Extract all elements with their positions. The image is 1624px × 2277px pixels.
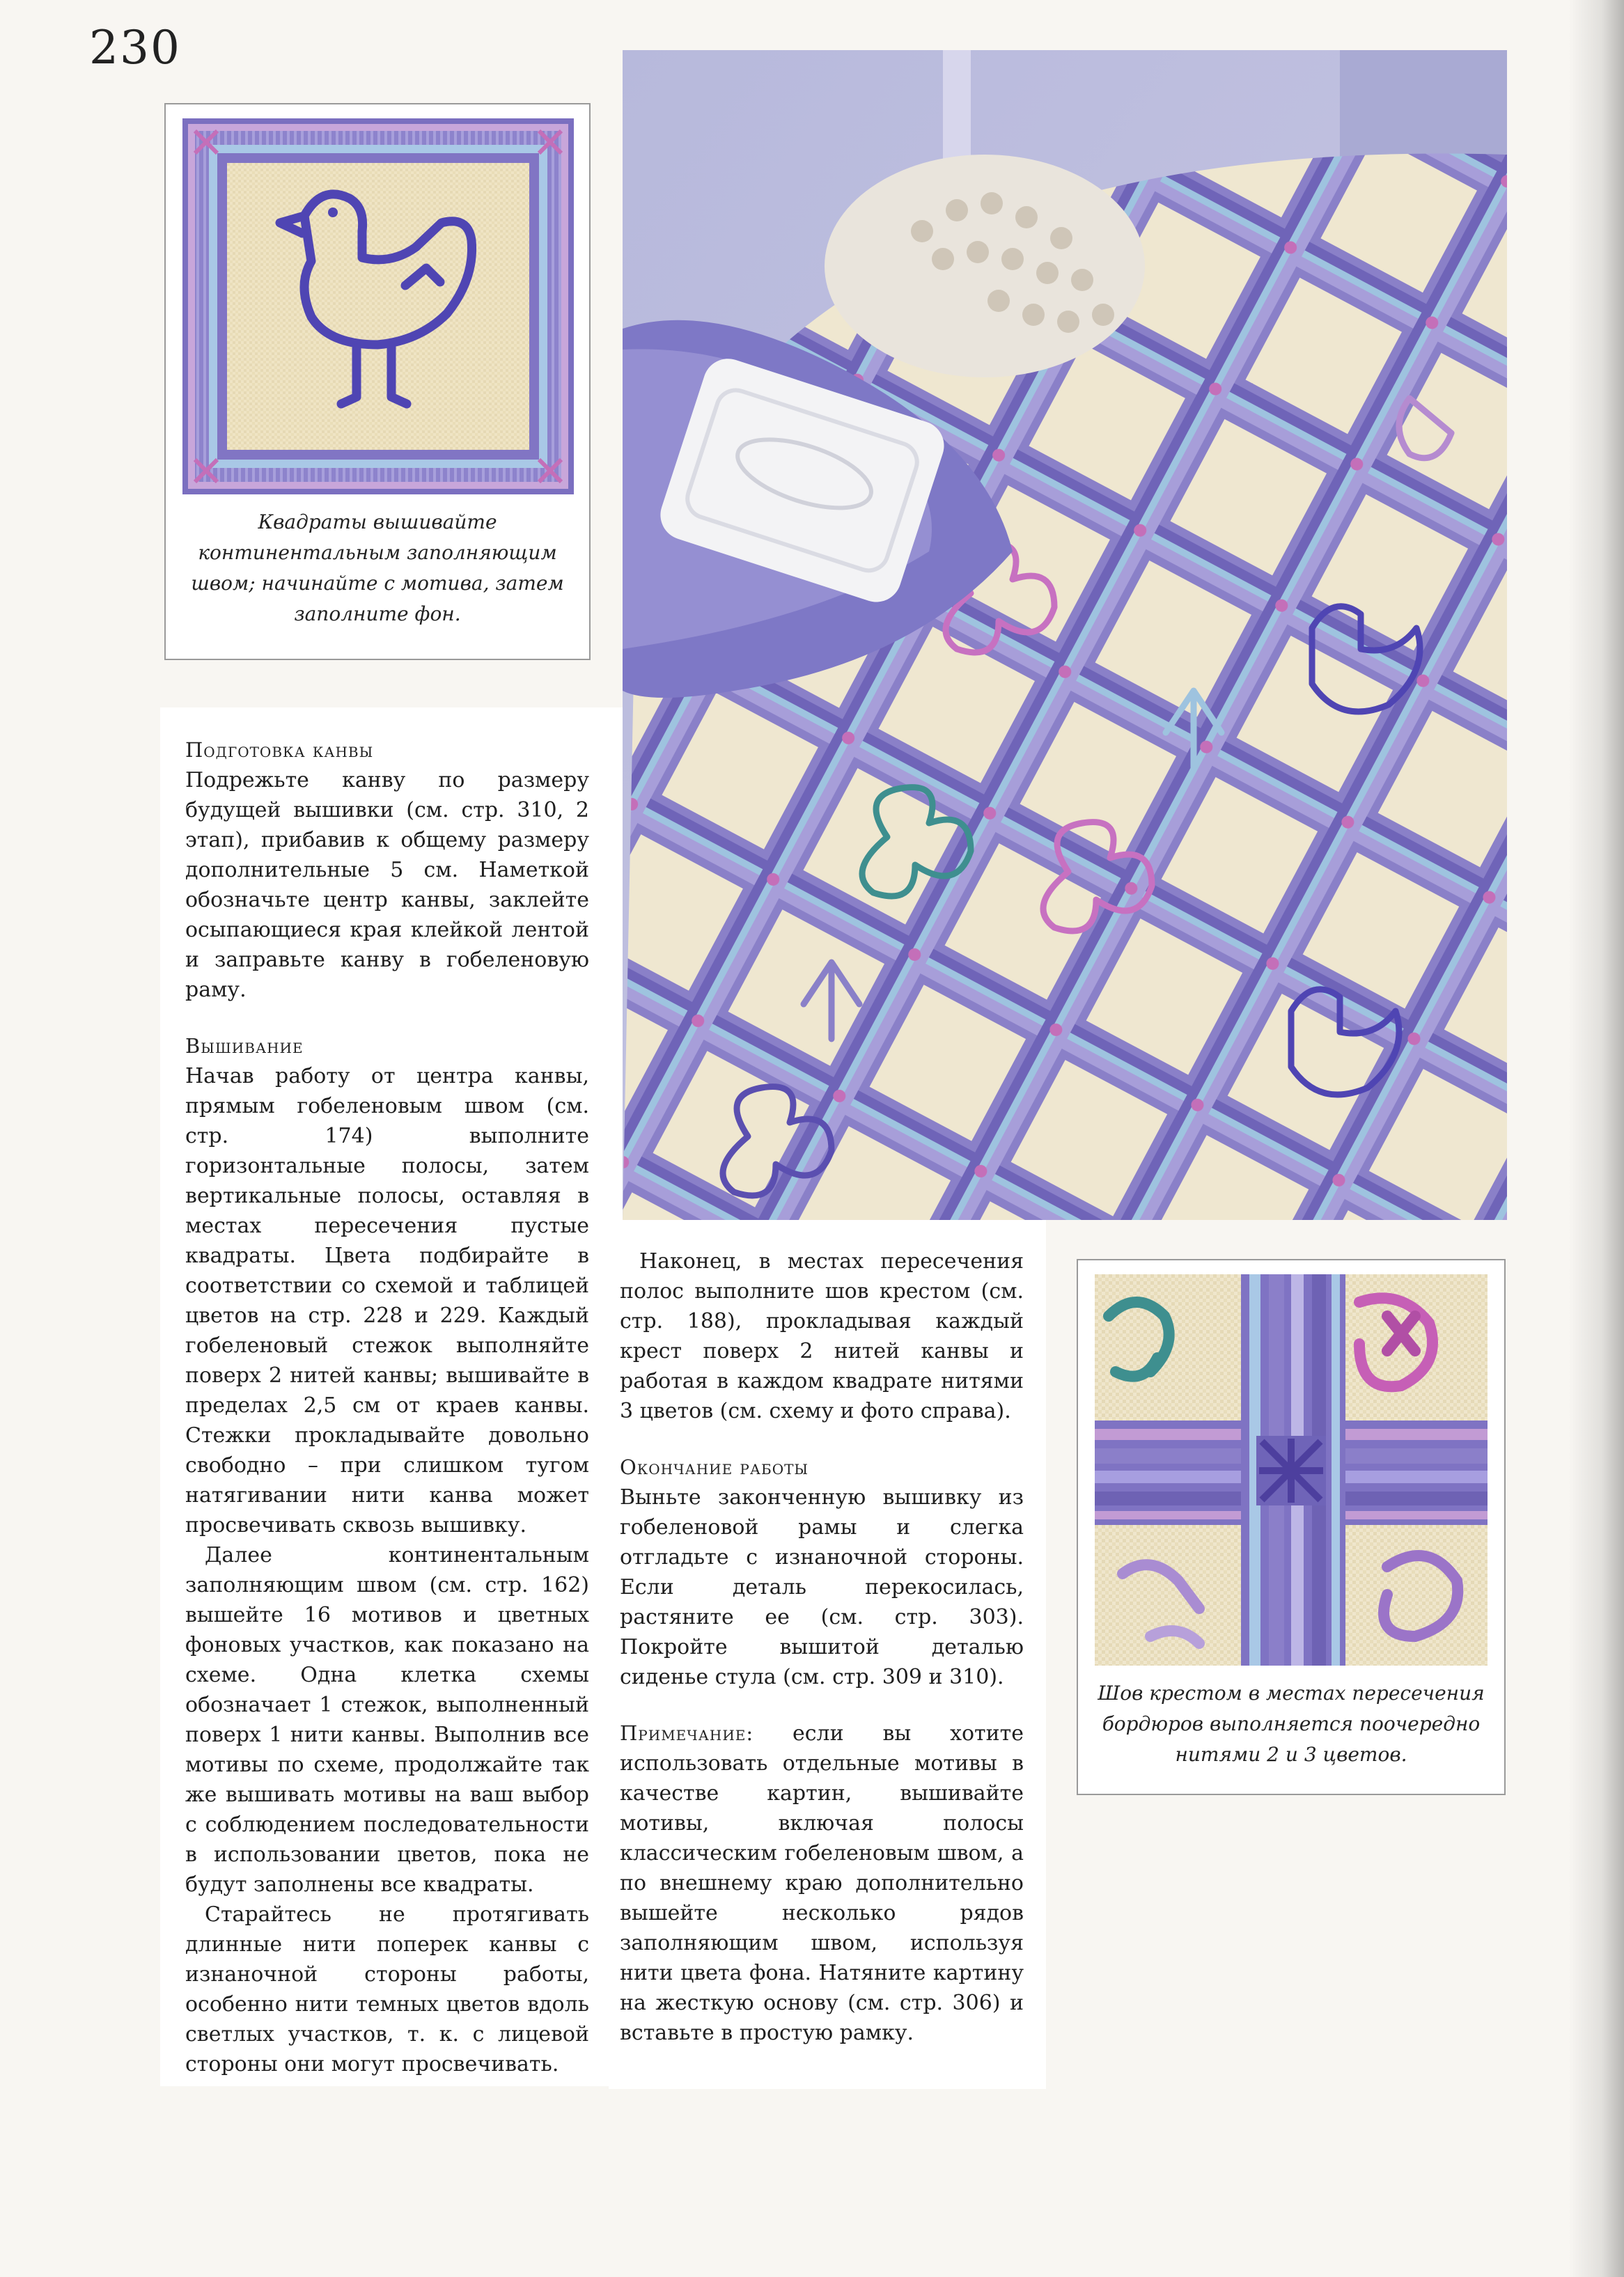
section-body-prep: Подрежьте канву по размеру будущей вышивки (см. стр. 310, 2 этап), прибавив к общему размеру дополнительные 5 см. Наметкой обозначьте центр канвы, заклейте осыпающиеся края клейкой лентой и заправьте канву в гобеленовую раму. (185, 768, 589, 1002)
caption-line: заполните фон. (294, 602, 461, 625)
caption-line: Шов крестом в местах пересечения (1098, 1682, 1485, 1705)
bird-sample-image (182, 118, 574, 494)
bird-sample-photo (182, 118, 574, 494)
section-body-embroidery-3: Старайтесь не протягивать длинные нити поперек канвы с изнаночной стороны работы, особенно нити темных цветов вдоль светлых участков, т. к. с лицевой стороны они могут просвечивать. (185, 1902, 589, 2076)
bird-sample-caption (164, 507, 591, 629)
caption-line: континентальным заполняющим (198, 541, 557, 564)
text-column-left (185, 735, 589, 2079)
stool-cover-image (623, 50, 1507, 1220)
cross-detail-caption (1077, 1678, 1506, 1770)
section-heading-prep: Подготовка канвы (185, 738, 374, 762)
cross-detail-photo (1095, 1274, 1488, 1666)
page-number: 230 (89, 21, 181, 75)
stool-cover-photo (623, 50, 1507, 1220)
page-gutter-shadow (1568, 0, 1624, 2277)
section-body-finishing: Выньте законченную вышивку из гобеленовой рамы и слегка отгладьте с изнаночной стороны. Если деталь перекосилась, растяните ее (см. стр. 303). Покройте вышитой деталью сиденье стула (см. стр. 309 и 310). (620, 1485, 1024, 1689)
note-label: Примечание: (620, 1721, 754, 1745)
section-note (620, 1719, 1024, 2048)
section-body-embroidery-1: Начав работу от центра канвы, прямым гобеленовым швом (см. стр. 174) выполните горизонтальные полосы, затем вертикальные полосы, оставляя в местах пересечения пустые квадраты. Цвета подбирайте в соответствии со схемой и таблицей цветов на стр. 228 и 229. Каждый гобеленовый стежок выполняйте поверх 2 нитей канвы; вышивайте в пределах 2,5 см от краев канвы. Стежки прокладывайте довольно свободно – при слишком тугом натягивании нити канва может просвечивать сквозь вышивку. (185, 1064, 589, 1537)
note-body: если вы хотите использовать отдельные мотивы в качестве картин, вышивайте мотивы, включая полосы классическим гобеленовым швом, а по внешнему краю дополнительно вышейте несколько рядов заполняющим швом, используя нити цвета фона. Натяните картину на жесткую основу (см. стр. 306) и вставьте в простую рамку. (620, 1721, 1024, 2045)
section-body-embroidery-2: Далее континентальным заполняющим швом (см. стр. 162) вышейте 16 мотивов и цветных фоновых участков, как показано на схеме. Одна клетка схемы обозначает 1 стежок, выполненный поверх 1 нити канвы. Выполнив все мотивы по схеме, продолжайте так же вышивать мотивы на ваш выбор с соблюдением последовательности в использовании цветов, пока не будут заполнены все квадраты. (185, 1543, 589, 1897)
section-heading-embroidery: Вышивание (185, 1034, 304, 1058)
text-column-middle (620, 1246, 1024, 2048)
section-heading-finishing: Окончание работы (620, 1455, 809, 1479)
section-body-cross: Наконец, в местах пересечения полос выполните шов крестом (см. стр. 188), прокладывая каждый крест поверх 2 нитей канвы и работая в каждом квадрате нитями 3 цветов (см. схему и фото справа). (620, 1249, 1024, 1423)
caption-line: бордюров выполняется поочередно (1102, 1712, 1481, 1735)
caption-line: нитями 2 и 3 цветов. (1175, 1743, 1407, 1766)
caption-line: Квадраты вышивайте (258, 510, 497, 533)
caption-line: швом; начинайте с мотива, затем (191, 572, 564, 595)
cross-detail-image (1095, 1274, 1488, 1666)
